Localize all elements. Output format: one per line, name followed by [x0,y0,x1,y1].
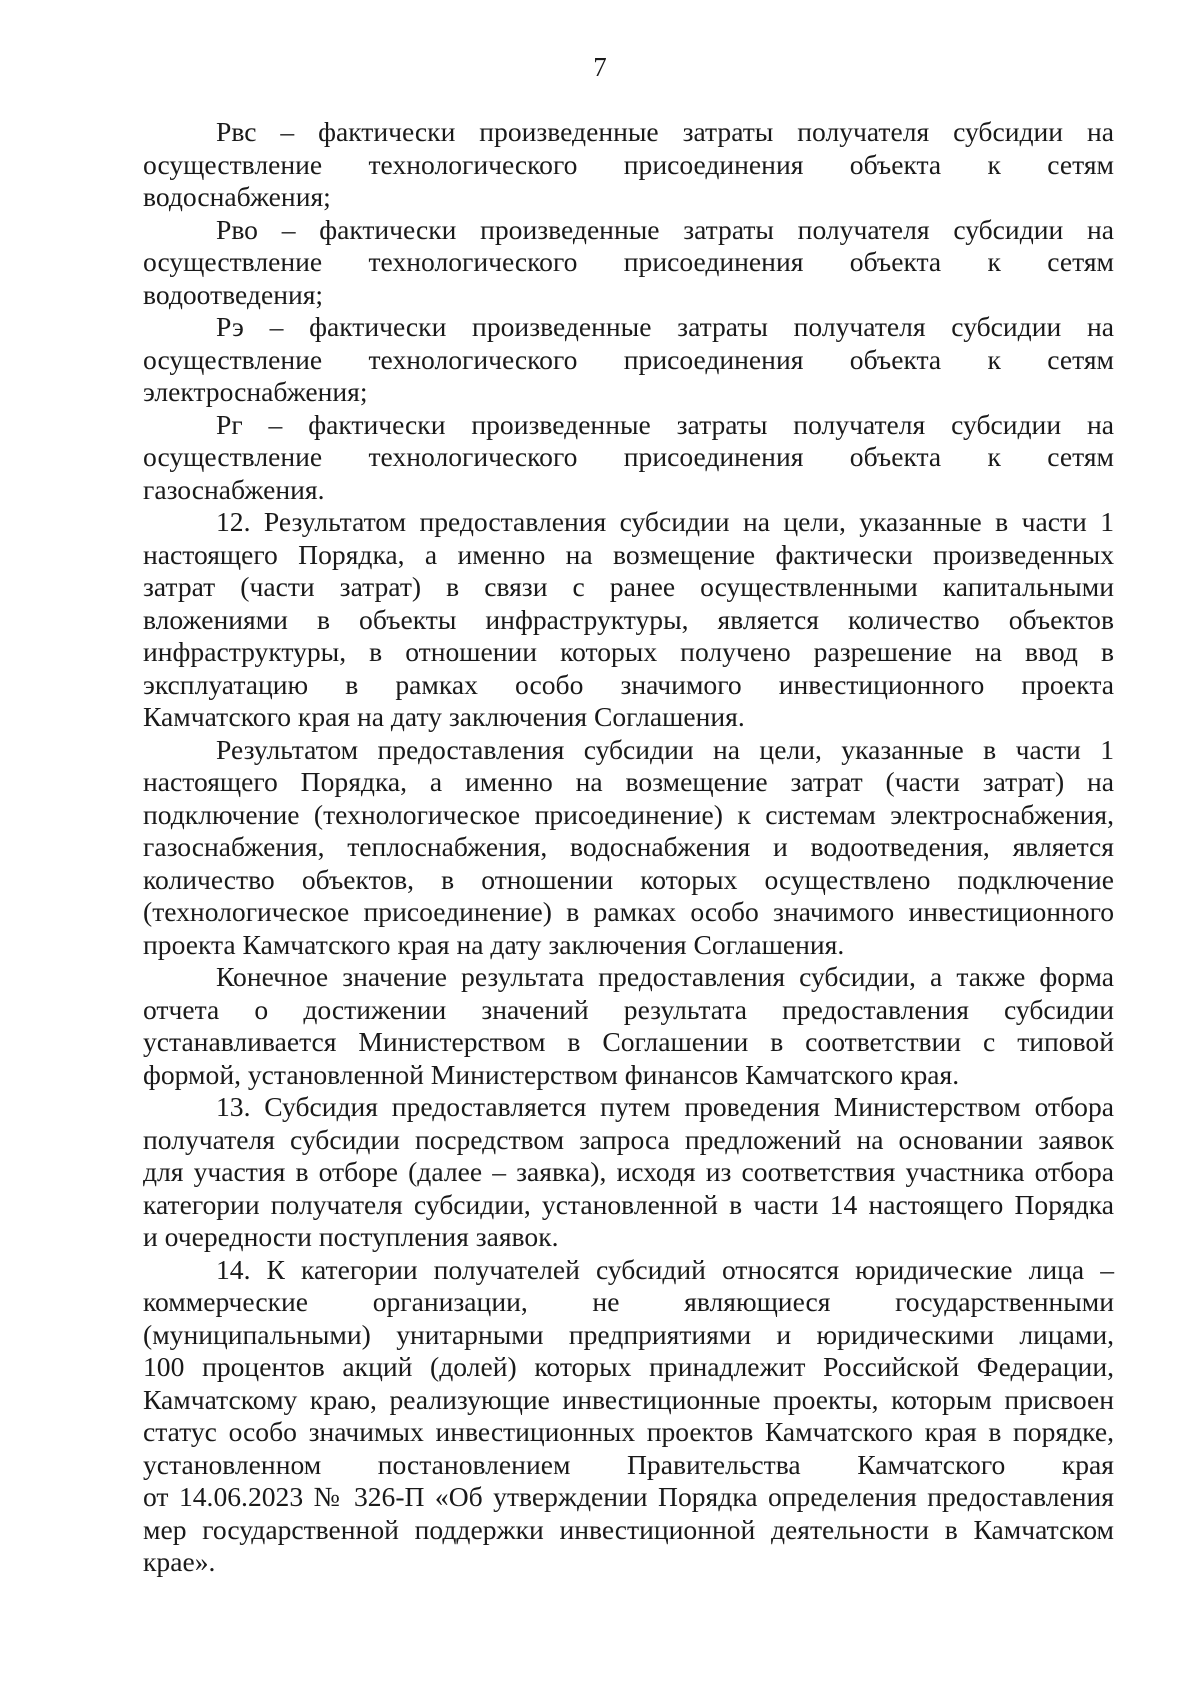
text-line: коммерческие организации, не являющиеся государственными [143,1286,1114,1317]
text-line: водоснабжения; [143,181,331,212]
text-line: осуществление технологического присоединения объекта к сетям [143,343,1114,375]
text-line: осуществление технологического присоединения объекта к сетям [143,246,1114,277]
page-number: 7 [593,52,607,82]
text-line: крае». [143,1546,216,1577]
document-body [143,116,1114,1579]
text-line: проекта Камчатского края на дату заключения Соглашения. [143,928,845,960]
text-line: вложениями в объекты инфраструктуры, является количество объектов [143,603,1114,635]
text-line: затрат (части затрат) в связи с ранее осуществленными капитальными [143,571,1114,602]
text-line: электроснабжения; [143,376,368,407]
text-line: Рво – фактически произведенные затраты получателя субсидии на [216,213,1114,245]
text-line: Рг – фактически произведенные затраты получателя субсидии на [216,408,1114,440]
text-line: водоотведения; [143,278,324,310]
text-line: Камчатскому краю, реализующие инвестиционные проекты, которым присвоен [143,1383,1114,1415]
text-line: осуществление технологического присоединения объекта к сетям [143,441,1114,472]
paragraph [143,409,1114,507]
text-line: количество объектов, в отношении которых осуществлено подключение [143,863,1114,895]
text-line: настоящего Порядка, а именно на возмещение затрат (части затрат) на [143,766,1114,797]
text-line: Конечное значение результата предоставления субсидии, а также форма [216,961,1114,992]
text-line: 12. Результатом предоставления субсидии на цели, указанные в части 1 [216,506,1114,537]
text-line: (муниципальными) унитарными предприятиями и юридическими лицами, [143,1318,1114,1350]
text-line: установленном постановлением Правительства Камчатского края [143,1448,1114,1480]
text-line: 13. Субсидия предоставляется путем проведения Министерством отбора [216,1091,1114,1122]
paragraph [143,214,1114,312]
text-line: настоящего Порядка, а именно на возмещение фактически произведенных [143,538,1114,570]
text-line: осуществление технологического присоединения объекта к сетям [143,148,1114,180]
paragraph [143,311,1114,409]
paragraph [143,961,1114,1091]
text-line: подключение (технологическое присоединение) к системам электроснабжения, [143,798,1114,830]
paragraph [143,1254,1114,1579]
text-line: газоснабжения, теплоснабжения, водоснабжения и водоотведения, является [143,831,1114,862]
paragraph [143,506,1114,734]
text-line: получателя субсидии посредством запроса предложений на основании заявок [143,1123,1114,1155]
paragraph [143,1091,1114,1254]
text-line: Рвс – фактически произведенные затраты получателя субсидии на [216,116,1114,147]
text-line: инфраструктуры, в отношении которых получено разрешение на ввод в [143,636,1114,667]
text-line: устанавливается Министерством в Соглашении в соответствии с типовой [143,1026,1114,1057]
paragraph [143,116,1114,214]
text-line: 14. К категории получателей субсидий относятся юридические лица – [216,1253,1114,1285]
paragraph [143,734,1114,962]
text-line: эксплуатацию в рамках особо значимого инвестиционного проекта [143,668,1114,700]
text-line: отчета о достижении значений результата предоставления субсидии [143,993,1114,1025]
text-line: для участия в отборе (далее – заявка), исходя из соответствия участника отбора [143,1156,1114,1187]
text-line: категории получателя субсидии, установленной в части 14 настоящего Порядка [143,1188,1114,1220]
text-line: и очередности поступления заявок. [143,1221,559,1252]
text-line: газоснабжения. [143,473,325,505]
text-line: 100 процентов акций (долей) которых принадлежит Российской Федерации, [143,1351,1114,1382]
text-line: Рэ – фактически произведенные затраты получателя субсидии на [216,311,1114,342]
text-line: формой, установленной Министерством финансов Камчатского края. [143,1058,960,1090]
text-line: (технологическое присоединение) в рамках особо значимого инвестиционного [143,896,1114,927]
text-line: статус особо значимых инвестиционных проектов Камчатского края в порядке, [143,1416,1114,1447]
text-line: от 14.06.2023 № 326-П «Об утверждении Порядка определения предоставления [143,1481,1114,1512]
text-line: Камчатского края на дату заключения Соглашения. [143,701,745,732]
text-line: Результатом предоставления субсидии на цели, указанные в части 1 [216,733,1114,765]
text-line: мер государственной поддержки инвестиционной деятельности в Камчатском [143,1513,1114,1545]
